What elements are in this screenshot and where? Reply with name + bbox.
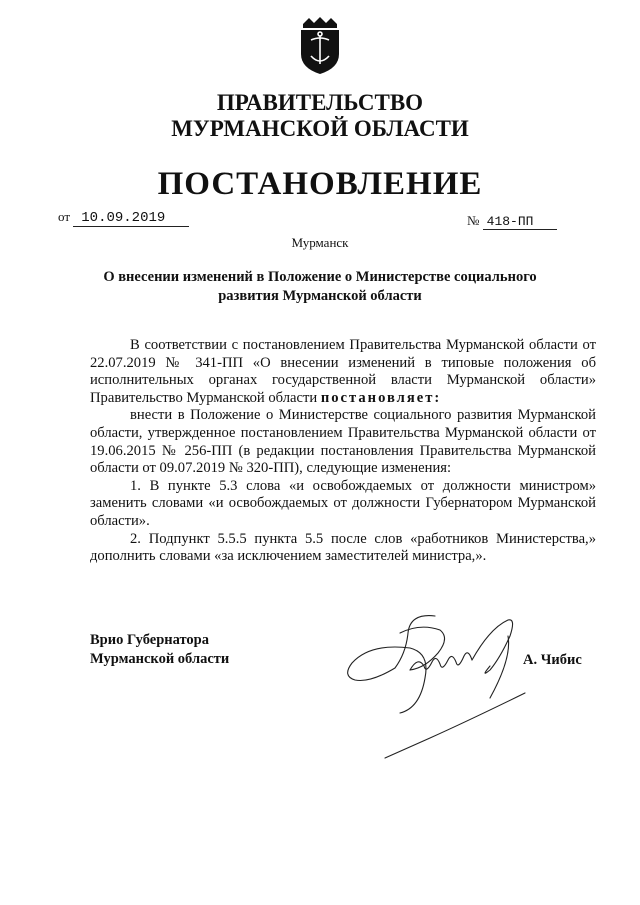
- amendment-intro-paragraph: внести в Положение о Министерстве социального развития Мурманской области, утвержденное постановлением Правительства Мурманской области от 19.06.2015 № 256-ПП (в редакции постановления Правительства Мурманской области от 09.07.2019 № 320-ПП), следующие изменения:: [90, 407, 596, 477]
- decree-number: 418-ПП: [483, 214, 557, 230]
- government-name-line2: МУРМАНСКОЙ ОБЛАСТИ: [171, 116, 469, 141]
- date-prefix: от: [58, 209, 71, 224]
- amendment-item-1: 1. В пункте 5.3 слова «и освобождаемых от должности министром» заменить словами «и освобождаемых от должности Губернатором Мурманской области».: [90, 477, 596, 529]
- decree-date-line: [58, 209, 189, 227]
- city-name: Мурманск: [291, 235, 349, 250]
- decree-body: [90, 337, 596, 566]
- signatory-role-line2: Мурманской области: [90, 651, 230, 667]
- government-name-line1: ПРАВИТЕЛЬСТВО: [216, 90, 424, 115]
- subject-line2: развития Мурманской области: [218, 288, 422, 304]
- amendment-item-2: 2. Подпункт 5.5.5 пункта 5.5 после слов «работников Министерства,» дополнить словами «за исключением заместителей министра,».: [90, 530, 596, 565]
- signatory-role-line1: Врио Губернатора: [90, 632, 209, 648]
- coat-of-arms-icon: [297, 14, 343, 76]
- decree-number-line: [467, 213, 557, 230]
- resolves-word: постановляет:: [320, 389, 442, 406]
- signatory-name: А. Чибис: [523, 652, 582, 668]
- number-prefix: №: [467, 213, 480, 228]
- signatory-role: [90, 631, 229, 669]
- document-type-title: ПОСТАНОВЛЕНИЕ: [157, 166, 483, 202]
- decree-date: 10.09.2019: [73, 210, 189, 227]
- decree-subject: [90, 268, 550, 306]
- subject-line1: О внесении изменений в Положение о Министерстве социального: [103, 269, 537, 285]
- handwritten-signature-icon: [340, 608, 540, 763]
- preamble-paragraph: [90, 337, 596, 407]
- preamble-text: В соответствии с постановлением Правительства Мурманской области от 22.07.2019 № 341-ПП «О внесении изменений в типовые положения об исполнительных органах государственной власти Мурманской области» Правительство Мурманской области: [90, 337, 596, 406]
